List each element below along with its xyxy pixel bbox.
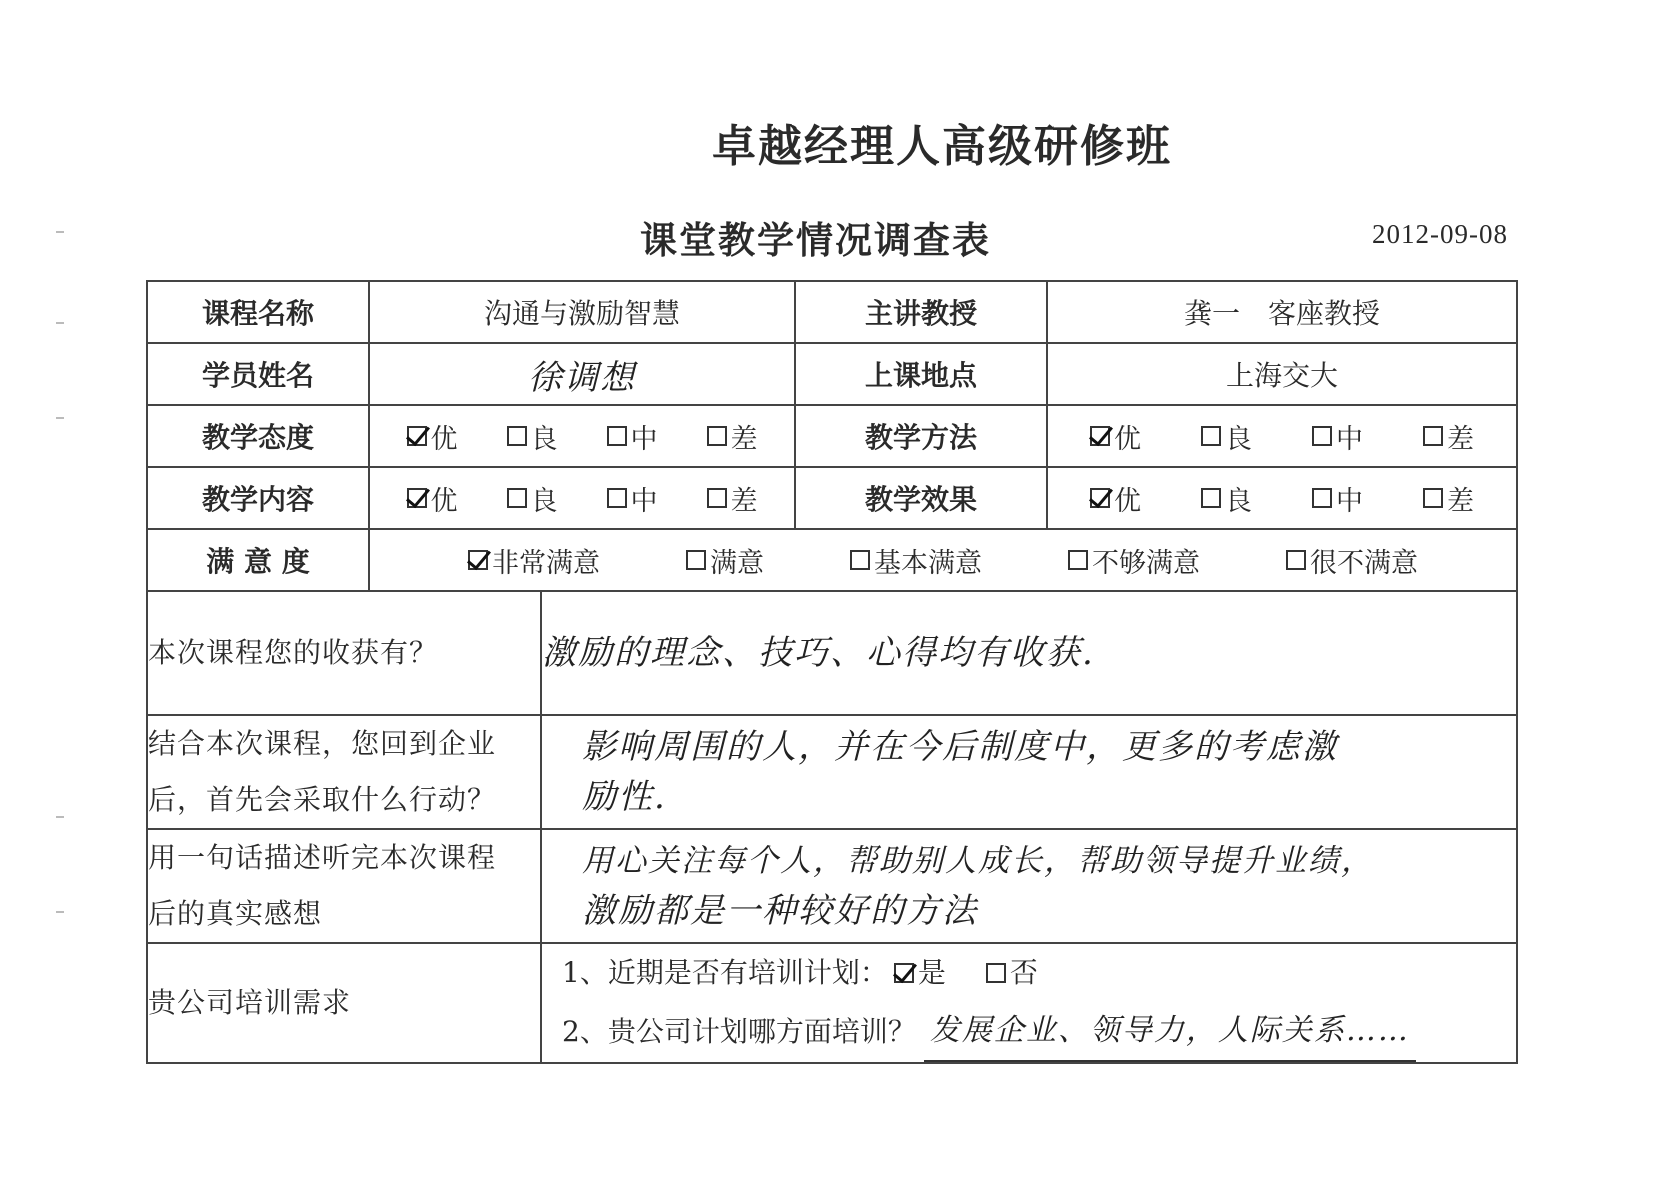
checkbox[interactable]	[1068, 550, 1088, 570]
margin-mark	[56, 322, 64, 324]
checkbox[interactable]	[507, 488, 527, 508]
option-very-satisfied[interactable]	[468, 541, 600, 580]
course-value[interactable]: 沟通与激励智慧	[369, 281, 795, 343]
professor-value[interactable]: 龚一 客座教授	[1047, 281, 1517, 343]
checkbox[interactable]	[1312, 488, 1332, 508]
training-topic-line	[542, 1002, 1516, 1062]
satisfaction-label: 满 意 度	[147, 529, 369, 591]
margin-mark	[56, 816, 64, 818]
option-label: 基本满意	[874, 547, 982, 579]
option-label: 否	[1009, 956, 1038, 989]
checkbox[interactable]	[986, 963, 1006, 983]
question-action	[147, 715, 541, 829]
form-subtitle: 课堂教学情况调查表	[640, 219, 991, 262]
answer-handwritten: 用心关注每个人，帮助别人成长，帮助领导提升业绩，	[582, 843, 1374, 879]
answer-handwritten: 激励的理念、技巧、心得均有收获.	[542, 633, 1095, 673]
content-label: 教学内容	[147, 467, 369, 529]
question-row	[147, 829, 1517, 943]
margin-mark	[56, 911, 64, 913]
option-good[interactable]	[507, 417, 558, 456]
option-label: 不够满意	[1092, 547, 1200, 579]
option-label: 差	[1447, 485, 1475, 517]
checkbox-checked[interactable]	[407, 488, 427, 508]
margin-mark	[56, 231, 64, 233]
course-label: 课程名称	[147, 281, 369, 343]
question-text: 后的真实感想	[148, 897, 323, 930]
option-poor[interactable]	[1423, 417, 1474, 456]
question-gains	[147, 591, 541, 715]
margin-mark	[56, 417, 64, 419]
checkbox[interactable]	[607, 426, 627, 446]
option-good[interactable]	[1201, 417, 1252, 456]
effect-options	[1047, 467, 1517, 529]
question-feeling	[147, 829, 541, 943]
option-very-unsatisfied[interactable]	[1286, 541, 1418, 580]
method-label: 教学方法	[795, 405, 1047, 467]
checkbox-checked[interactable]	[468, 550, 488, 570]
option-not-satisfied[interactable]	[1068, 541, 1200, 580]
checkbox[interactable]	[707, 426, 727, 446]
satisfaction-row	[147, 529, 1517, 591]
option-yes[interactable]	[894, 944, 946, 1002]
option-label: 是	[917, 956, 946, 989]
option-basically-satisfied[interactable]	[850, 541, 982, 580]
option-label: 中	[630, 485, 658, 517]
checkbox[interactable]	[507, 426, 527, 446]
form-title: 卓越经理人高级研修班	[712, 121, 1172, 172]
checkbox[interactable]	[1312, 426, 1332, 446]
location-value[interactable]: 上海交大	[1047, 343, 1517, 405]
option-label: 良	[530, 485, 558, 517]
option-poor[interactable]	[707, 479, 758, 518]
student-label: 学员姓名	[147, 343, 369, 405]
satisfaction-options	[369, 529, 1517, 591]
rating-row	[147, 405, 1517, 467]
option-fair[interactable]	[607, 479, 658, 518]
checkbox[interactable]	[1201, 426, 1221, 446]
option-good[interactable]	[1201, 479, 1252, 518]
checkbox[interactable]	[686, 550, 706, 570]
option-label: 差	[1447, 423, 1475, 455]
option-label: 良	[1225, 423, 1253, 455]
effect-label: 教学效果	[795, 467, 1047, 529]
checkbox-checked[interactable]	[407, 426, 427, 446]
option-label: 差	[730, 485, 758, 517]
option-label: 中	[1336, 485, 1364, 517]
option-label: 良	[530, 423, 558, 455]
answer-handwritten[interactable]: 发展企业、领导力，人际关系……	[924, 1002, 1416, 1062]
training-plan-line	[542, 944, 1516, 1002]
checkbox[interactable]	[1286, 550, 1306, 570]
option-good[interactable]	[507, 479, 558, 518]
option-label: 良	[1225, 485, 1253, 517]
content-options	[369, 467, 795, 529]
question-text: 结合本次课程，您回到企业	[148, 727, 497, 760]
answer-handwritten: 影响周围的人，并在今后制度中，更多的考虑激	[582, 727, 1338, 767]
option-poor[interactable]	[1423, 479, 1474, 518]
training-row	[147, 943, 1517, 1063]
option-label: 非常满意	[492, 547, 600, 579]
training-label: 贵公司培训需求	[147, 943, 541, 1063]
checkbox[interactable]	[607, 488, 627, 508]
option-poor[interactable]	[707, 417, 758, 456]
question-text: 1、近期是否有培训计划：	[562, 956, 888, 989]
question-text: 用一句话描述听完本次课程	[148, 841, 497, 874]
option-label: 中	[630, 423, 658, 455]
option-fair[interactable]	[1312, 417, 1363, 456]
checkbox-checked[interactable]	[894, 963, 914, 983]
option-label: 差	[730, 423, 758, 455]
checkbox[interactable]	[707, 488, 727, 508]
professor-label: 主讲教授	[795, 281, 1047, 343]
option-fair[interactable]	[1312, 479, 1363, 518]
location-label: 上课地点	[795, 343, 1047, 405]
answer-gains[interactable]	[541, 591, 1517, 715]
rating-row	[147, 467, 1517, 529]
training-answers	[541, 943, 1517, 1063]
attitude-label: 教学态度	[147, 405, 369, 467]
checkbox[interactable]	[850, 550, 870, 570]
option-excellent[interactable]	[1090, 479, 1141, 518]
option-fair[interactable]	[607, 417, 658, 456]
question-text: 本次课程您的收获有？	[148, 636, 439, 669]
question-text: 2、贵公司计划哪方面培训？	[562, 1015, 916, 1048]
option-excellent[interactable]	[1090, 417, 1141, 456]
checkbox-checked[interactable]	[1090, 488, 1110, 508]
option-no[interactable]	[986, 944, 1038, 1002]
option-label: 满意	[710, 547, 764, 579]
checkbox-checked[interactable]	[1090, 426, 1110, 446]
option-label: 优	[430, 485, 458, 517]
answer-feeling[interactable]	[541, 829, 1517, 943]
checkbox[interactable]	[1201, 488, 1221, 508]
option-label: 优	[430, 423, 458, 455]
option-label: 优	[1114, 485, 1142, 517]
student-name-handwritten[interactable]: 徐调想	[369, 343, 795, 405]
question-text: 后，首先会采取什么行动？	[148, 783, 497, 816]
method-options	[1047, 405, 1517, 467]
option-excellent[interactable]	[407, 479, 458, 518]
survey-table	[146, 280, 1518, 1064]
attitude-options	[369, 405, 795, 467]
option-excellent[interactable]	[407, 417, 458, 456]
question-row	[147, 591, 1517, 715]
answer-handwritten: 激励都是一种较好的方法	[582, 891, 978, 931]
checkbox[interactable]	[1423, 426, 1443, 446]
course-row	[147, 281, 1517, 343]
option-label: 优	[1114, 423, 1142, 455]
option-label: 中	[1336, 423, 1364, 455]
student-row	[147, 343, 1517, 405]
option-satisfied[interactable]	[686, 541, 764, 580]
question-row	[147, 715, 1517, 829]
form-date: 2012-09-08	[1372, 219, 1508, 249]
answer-action[interactable]	[541, 715, 1517, 829]
answer-handwritten: 励性.	[582, 777, 667, 817]
checkbox[interactable]	[1423, 488, 1443, 508]
option-label: 很不满意	[1310, 547, 1418, 579]
